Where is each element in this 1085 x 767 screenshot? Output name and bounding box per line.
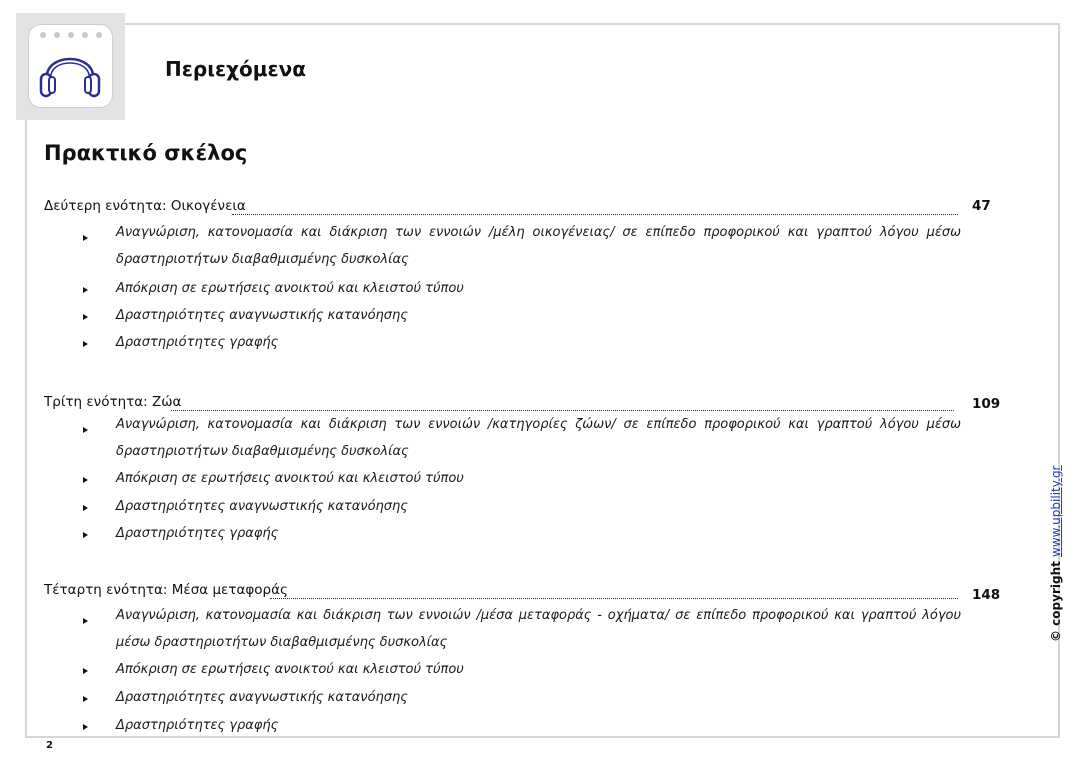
bullet-marker-icon bbox=[83, 341, 88, 347]
toc-leader-dots bbox=[232, 214, 958, 215]
list-item-text: Απόκριση σε ερωτήσεις ανοικτού και κλειστού τύπου bbox=[116, 662, 464, 677]
toc-entry-unit-4[interactable] bbox=[44, 582, 999, 602]
bullet-marker-icon bbox=[83, 618, 88, 624]
binder-rings bbox=[40, 32, 102, 40]
bullet-marker-icon bbox=[83, 477, 88, 483]
bullet-marker-icon bbox=[83, 287, 88, 293]
list-item-text: Αναγνώριση, κατονομασία και διάκριση των εννοιών /μέσα μεταφοράς - οχήματα/ σε επίπεδο προφορικού και γραπτού λόγου μέσω δραστηριοτήτων διαβαθμισμένης δυσκολίας bbox=[116, 608, 961, 650]
toc-page-number: 109 bbox=[972, 396, 1001, 412]
website-link[interactable]: www.upbility.gr bbox=[1049, 465, 1063, 557]
list-item-text: Αναγνώριση, κατονομασία και διάκριση των εννοιών /κατηγορίες ζώων/ σε επίπεδο προφορικού και γραπτού λόγου μέσω δραστηριοτήτων διαβαθμισμένης δυσκολίας bbox=[116, 417, 961, 459]
bullet-marker-icon bbox=[83, 505, 88, 511]
bullet-marker-icon bbox=[83, 235, 88, 241]
list-item-text: Δραστηριότητες αναγνωστικής κατανόησης bbox=[116, 690, 408, 705]
list-item-text: Δραστηριότητες αναγνωστικής κατανόησης bbox=[116, 308, 408, 323]
page-title: Περιεχόμενα bbox=[165, 57, 306, 81]
list-item-text: Απόκριση σε ερωτήσεις ανοικτού και κλειστού τύπου bbox=[116, 281, 464, 296]
list-item-text: Απόκριση σε ερωτήσεις ανοικτού και κλειστού τύπου bbox=[116, 471, 464, 486]
list-item-text: Δραστηριότητες γραφής bbox=[116, 526, 279, 541]
toc-entry-title: Δεύτερη ενότητα: Οικογένεια bbox=[44, 198, 246, 214]
toc-page-number: 47 bbox=[972, 198, 991, 214]
bullet-marker-icon bbox=[83, 532, 88, 538]
page-number: 2 bbox=[46, 740, 53, 751]
copyright-text: © copyright bbox=[1049, 556, 1063, 642]
bullet-marker-icon bbox=[83, 427, 88, 433]
toc-entry-title: Τέταρτη ενότητα: Μέσα μεταφοράς bbox=[44, 582, 288, 598]
toc-page-number: 148 bbox=[972, 587, 1001, 603]
toc-entry-unit-2[interactable] bbox=[44, 198, 999, 218]
bullet-marker-icon bbox=[83, 668, 88, 674]
list-item-text: Δραστηριότητες γραφής bbox=[116, 335, 279, 350]
toc-leader-dots bbox=[270, 598, 958, 599]
headphones-icon bbox=[37, 40, 103, 102]
section-title: Πρακτικό σκέλος bbox=[44, 141, 248, 165]
list-item-text: Δραστηριότητες γραφής bbox=[116, 718, 279, 733]
toc-entry-title: Τρίτη ενότητα: Ζώα bbox=[44, 394, 182, 410]
list-item-text: Αναγνώριση, κατονομασία και διάκριση των εννοιών /μέλη οικογένειας/ σε επίπεδο προφορικού και γραπτού λόγου μέσω δραστηριοτήτων διαβαθμισμένης δυσκολίας bbox=[116, 225, 961, 267]
bullet-marker-icon bbox=[83, 314, 88, 320]
header-icon-box bbox=[16, 13, 125, 120]
icon-tile bbox=[29, 25, 112, 107]
list-item-text: Δραστηριότητες αναγνωστικής κατανόησης bbox=[116, 499, 408, 514]
copyright-notice bbox=[1049, 466, 1063, 643]
bullet-marker-icon bbox=[83, 696, 88, 702]
bullet-marker-icon bbox=[83, 724, 88, 730]
